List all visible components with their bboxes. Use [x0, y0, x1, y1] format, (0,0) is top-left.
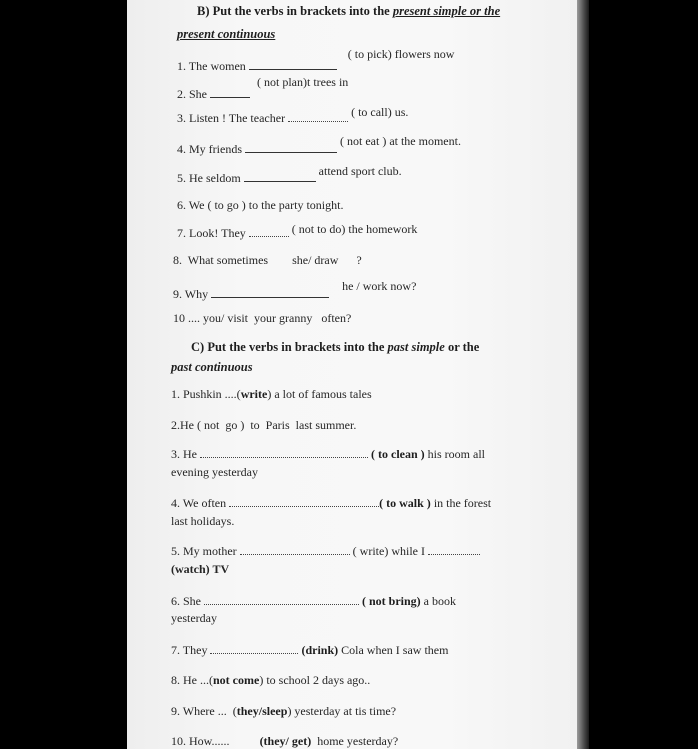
exercise-b5-verb: attend sport club. — [318, 164, 402, 178]
exercise-b9 — [173, 279, 417, 302]
exercise-c4-text: 4. We often — [171, 496, 227, 510]
answer-blank[interactable] — [210, 86, 250, 98]
exercise-c8 — [171, 673, 370, 688]
exercise-c3-verb: ( to clean ) — [371, 447, 425, 461]
exercise-c4 — [171, 495, 491, 511]
exercise-c5-text: 5. My mother — [171, 544, 237, 558]
exercise-c4-rest: in the forest — [430, 496, 492, 510]
answer-blank[interactable] — [200, 446, 368, 458]
section-b-heading-line2: present continuous — [177, 27, 276, 41]
section-c-heading-the: the — [462, 340, 480, 354]
exercise-c9-rest: ) yesterday at tis time? — [287, 704, 397, 718]
exercise-c10-rest: home yesterday? — [311, 734, 399, 748]
section-c-heading — [191, 340, 479, 355]
exercise-c6-text: 6. She — [171, 594, 201, 608]
exercise-c1-verb: write — [240, 387, 268, 401]
section-c-heading-emphasis: past simple — [387, 340, 445, 354]
exercise-b3-text: 3. Listen ! The teacher — [177, 111, 286, 125]
exercise-b3 — [177, 105, 409, 126]
exercise-c8-text: 8. He ...( — [171, 673, 213, 687]
exercise-c3 — [171, 446, 485, 462]
exercise-c9-text: 9. Where ... ( — [171, 704, 237, 718]
section-b-heading-text: B) Put the verbs in brackets into the — [197, 4, 393, 18]
exercise-b10: 10 .... you/ visit your granny often? — [173, 311, 352, 325]
exercise-b2-verb: ( not plan)t trees in — [257, 75, 349, 89]
exercise-b4 — [177, 134, 461, 157]
exercise-c9 — [171, 704, 396, 719]
answer-blank[interactable] — [210, 642, 298, 654]
exercise-b5-text: 5. He seldom — [177, 171, 241, 185]
exercise-b1 — [177, 47, 455, 74]
section-b-heading — [197, 4, 500, 19]
exercise-c10-text: 10. How...... — [171, 734, 230, 748]
exercise-c9-verb: they/sleep — [236, 704, 288, 718]
exercise-b4-text: 4. My friends — [177, 142, 242, 156]
exercise-c7 — [171, 642, 448, 658]
exercise-b2 — [177, 75, 349, 102]
answer-blank[interactable] — [249, 225, 289, 237]
answer-blank[interactable] — [428, 543, 480, 555]
exercise-b4-verb: ( not eat ) at the moment. — [340, 134, 461, 148]
answer-blank[interactable] — [204, 593, 359, 605]
answer-blank[interactable] — [245, 141, 337, 153]
exercise-c4-line2: last holidays. — [171, 514, 235, 528]
exercise-b9-text: 9. Why — [173, 287, 209, 301]
exercise-c1-rest: ) a lot of famous tales — [267, 387, 372, 401]
exercise-b5 — [177, 164, 402, 186]
exercise-c5-line2: (watch) TV — [171, 562, 230, 576]
exercise-b2-text: 2. She — [177, 87, 207, 101]
answer-blank[interactable] — [229, 495, 379, 507]
exercise-c6 — [171, 593, 456, 609]
exercise-b6: 6. We ( to go ) to the party tonight. — [177, 198, 344, 212]
exercise-c2: 2.He ( not go ) to Paris last summer. — [171, 418, 357, 432]
exercise-c6-rest: a book — [420, 594, 456, 608]
exercise-c7-rest: Cola when I saw them — [338, 643, 449, 657]
exercise-c8-rest: ) to school 2 days ago.. — [259, 673, 371, 687]
exercise-b9-verb: he / work now? — [342, 279, 417, 293]
exercise-c3-text: 3. He — [171, 447, 197, 461]
exercise-b3-verb: ( to call) us. — [351, 105, 409, 119]
answer-blank[interactable] — [244, 170, 316, 182]
answer-blank[interactable] — [211, 286, 329, 298]
section-c-heading-or: or — [444, 340, 463, 354]
exercise-b7-text: 7. Look! They — [177, 226, 246, 240]
exercise-c10-verb: (they/ get) — [259, 734, 312, 748]
exercise-c1-text: 1. Pushkin ....( — [171, 387, 241, 401]
exercise-b7 — [177, 222, 418, 241]
exercise-b7-verb: ( not to do) the homework — [291, 222, 418, 236]
answer-blank[interactable] — [240, 543, 350, 555]
exercise-c5-verb: ( write) while I — [352, 544, 425, 558]
worksheet-page — [127, 0, 577, 749]
exercise-c7-text: 7. They — [171, 643, 208, 657]
exercise-c10 — [171, 734, 398, 749]
exercise-b1-verb: ( to pick) flowers now — [347, 47, 455, 61]
exercise-c8-verb: not come — [213, 673, 260, 687]
answer-blank[interactable] — [249, 58, 337, 70]
section-c-heading-text: C) Put the verbs in brackets into the — [191, 340, 388, 354]
exercise-c6-verb: ( not bring) — [362, 594, 421, 608]
exercise-b8: 8. What sometimes she/ draw ? — [173, 253, 362, 267]
exercise-c7-verb: (drink) — [301, 643, 339, 657]
exercise-c3-line2: evening yesterday — [171, 465, 258, 479]
exercise-c1 — [171, 387, 372, 402]
answer-blank[interactable] — [288, 110, 348, 122]
section-c-heading-line2: past continuous — [171, 360, 253, 374]
exercise-c5 — [171, 543, 480, 559]
exercise-c6-line2: yesterday — [171, 611, 217, 625]
section-b-heading-emphasis: present simple or the — [392, 4, 501, 18]
exercise-c4-verb: ( to walk ) — [379, 496, 431, 510]
page-edge-shadow — [577, 0, 589, 749]
exercise-c3-rest: his room all — [424, 447, 485, 461]
exercise-b1-text: 1. The women — [177, 59, 246, 73]
